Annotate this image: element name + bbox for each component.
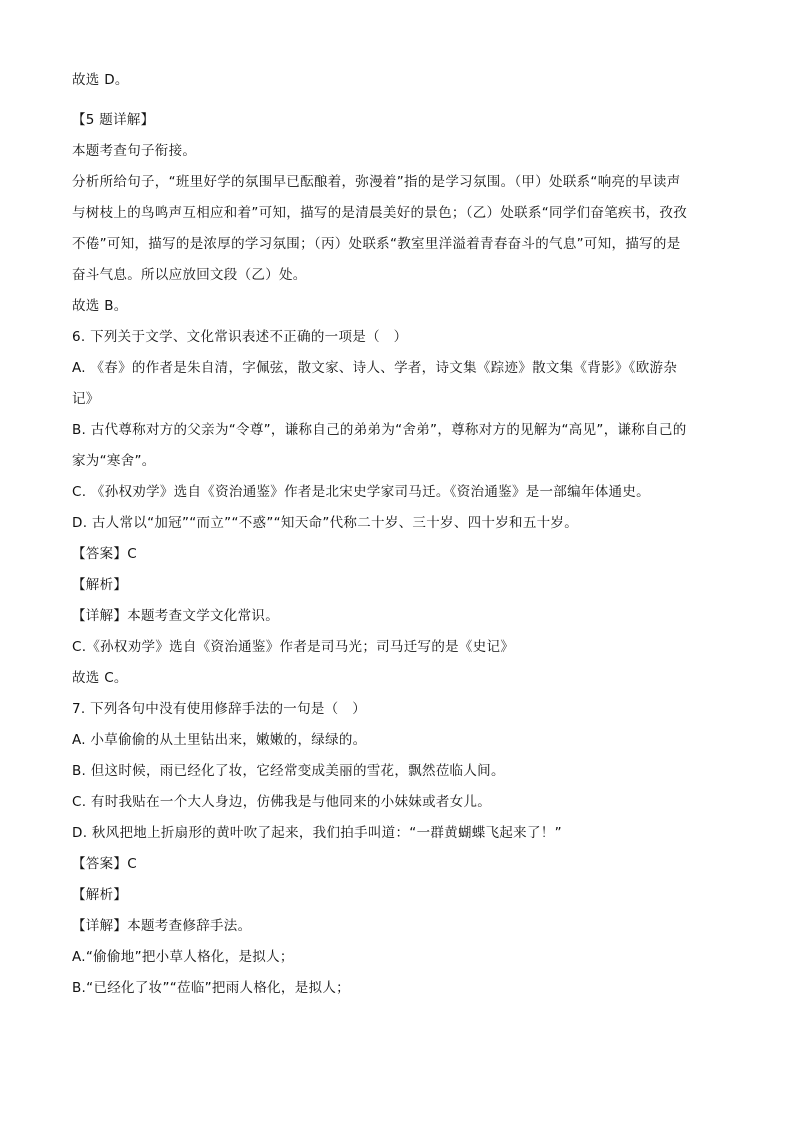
option-c: C. 《孙权劝学》选自《资治通鉴》作者是北宋史学家司马迁。《资治通鉴》是一部编年体通史。 <box>72 484 650 500</box>
detail-label: 【详解】本题考查文学文化常识。 <box>72 608 279 624</box>
text-line: 分析所给句子，“班里好学的氛围早已酝酿着，弥漫着”指的是学习氛围。（甲）处联系“响亮的早读声 <box>72 174 681 190</box>
option-d: D. 古人常以“加冠”“而立”“不惑”“知天命”代称二十岁、三十岁、四十岁和五十岁。 <box>72 515 579 531</box>
text-line: 故选 B。 <box>72 298 128 314</box>
section-heading: 【5 题详解】 <box>72 112 155 128</box>
text-line: B.“已经化了妆”“莅临”把雨人格化，是拟人； <box>72 980 350 996</box>
option-b: B. 但这时候，雨已经化了妆，它经常变成美丽的雪花，飘然莅临人间。 <box>72 763 505 779</box>
text-line: 故选 C。 <box>72 670 128 686</box>
analysis-label: 【解析】 <box>72 577 128 593</box>
question-stem: 7. 下列各句中没有使用修辞手法的一句是（ ） <box>72 701 367 717</box>
text-line: A.“偷偷地”把小草人格化，是拟人； <box>72 949 294 965</box>
text-line: C.《孙权劝学》选自《资治通鉴》作者是司马光；司马迁写的是《史记》 <box>72 639 515 655</box>
text-line: 本题考查句子衔接。 <box>72 143 197 159</box>
answer-label: 【答案】C <box>72 856 137 872</box>
option-a: A. 《春》的作者是朱自清，字佩弦，散文家、诗人、学者，诗文集《踪迹》散文集《背影》《欧游杂 <box>72 360 678 376</box>
analysis-label: 【解析】 <box>72 887 128 903</box>
option-a: A. 小草偷偷的从土里钻出来，嫩嫩的，绿绿的。 <box>72 732 367 748</box>
text-line: 奋斗气息。所以应放回文段（乙）处。 <box>72 267 307 283</box>
option-b: B. 古代尊称对方的父亲为“令尊”，谦称自己的弟弟为“舍弟”，尊称对方的见解为“高见”，谦称自己的 <box>72 422 687 438</box>
text-line: 故选 D。 <box>72 72 129 88</box>
answer-label: 【答案】C <box>72 546 137 562</box>
detail-label: 【详解】本题考查修辞手法。 <box>72 918 252 934</box>
question-stem: 6. 下列关于文学、文化常识表述不正确的一项是（ ） <box>72 329 408 345</box>
option-a-cont: 记》 <box>72 391 100 407</box>
option-d: D. 秋风把地上折扇形的黄叶吹了起来，我们拍手叫道：“一群黄蝴蝶飞起来了！” <box>72 825 562 841</box>
text-line: 不倦”可知，描写的是浓厚的学习氛围；（丙）处联系“教室里洋溢着青春奋斗的气息”可知，描写的是 <box>72 236 681 252</box>
option-c: C. 有时我贴在一个大人身边，仿佛我是与他同来的小妹妹或者女儿。 <box>72 794 492 810</box>
text-line: 与树枝上的鸟鸣声互相应和着”可知，描写的是清晨美好的景色；（乙）处联系“同学们奋笔疾书，孜孜 <box>72 205 688 221</box>
option-b-cont: 家为“寒舍”。 <box>72 453 156 469</box>
